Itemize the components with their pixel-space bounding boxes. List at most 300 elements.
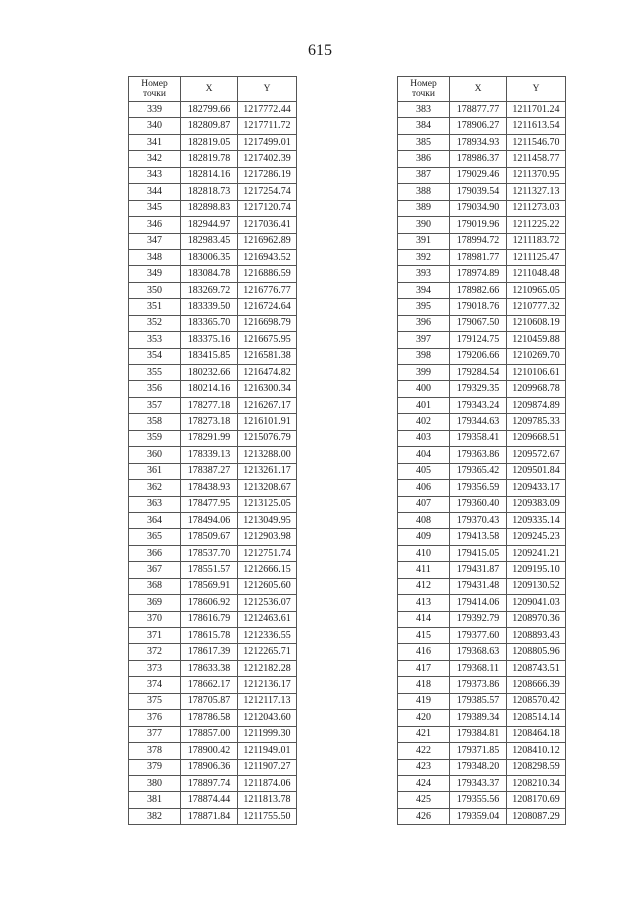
- x-cell: 178633.38: [181, 660, 238, 676]
- page-number: 615: [308, 42, 332, 59]
- table-row: [398, 808, 566, 824]
- x-cell: 179431.48: [450, 578, 507, 594]
- y-cell: 1211183.72: [507, 233, 566, 249]
- x-cell: 182819.78: [181, 151, 238, 167]
- x-cell: 179067.50: [450, 315, 507, 331]
- table-row: [398, 480, 566, 496]
- x-cell: 182898.83: [181, 200, 238, 216]
- table-row: [398, 397, 566, 413]
- x-cell: 183084.78: [181, 266, 238, 282]
- y-cell: 1208210.34: [507, 775, 566, 791]
- x-cell: 178537.70: [181, 545, 238, 561]
- x-cell: 183339.50: [181, 299, 238, 315]
- x-cell: 178662.17: [181, 677, 238, 693]
- y-cell: 1208464.18: [507, 726, 566, 742]
- x-cell: 179358.41: [450, 430, 507, 446]
- y-cell: 1217120.74: [238, 200, 297, 216]
- point-number-cell: 416: [398, 644, 450, 660]
- table-row: [129, 611, 297, 627]
- table-row: [398, 693, 566, 709]
- point-number-cell: 417: [398, 660, 450, 676]
- point-number-cell: 352: [129, 315, 181, 331]
- point-number-cell: 346: [129, 217, 181, 233]
- x-cell: 178617.39: [181, 644, 238, 660]
- table-row: [398, 365, 566, 381]
- table-row: [129, 167, 297, 183]
- x-cell: 178871.84: [181, 808, 238, 824]
- y-cell: 1217254.74: [238, 184, 297, 200]
- x-cell: 183375.16: [181, 332, 238, 348]
- point-number-cell: 378: [129, 743, 181, 759]
- y-cell: 1211907.27: [238, 759, 297, 775]
- table-row: [398, 562, 566, 578]
- y-cell: 1211874.06: [238, 775, 297, 791]
- x-cell: 178874.44: [181, 792, 238, 808]
- point-number-cell: 371: [129, 628, 181, 644]
- point-number-cell: 400: [398, 381, 450, 397]
- point-number-cell: 339: [129, 102, 181, 118]
- point-number-cell: 377: [129, 726, 181, 742]
- point-number-cell: 423: [398, 759, 450, 775]
- y-cell: 1213288.00: [238, 447, 297, 463]
- point-number-cell: 406: [398, 480, 450, 496]
- x-cell: 183006.35: [181, 249, 238, 265]
- x-cell: 183415.85: [181, 348, 238, 364]
- y-cell: 1213049.95: [238, 512, 297, 528]
- point-number-cell: 369: [129, 595, 181, 611]
- table-row: [129, 529, 297, 545]
- x-cell: 180214.16: [181, 381, 238, 397]
- x-cell: 182944.97: [181, 217, 238, 233]
- x-cell: 178494.06: [181, 512, 238, 528]
- table-row: [129, 299, 297, 315]
- point-number-cell: 365: [129, 529, 181, 545]
- table-row: [398, 266, 566, 282]
- y-cell: 1213261.17: [238, 463, 297, 479]
- x-cell: 179348.20: [450, 759, 507, 775]
- y-cell: 1208410.12: [507, 743, 566, 759]
- point-number-cell: 383: [398, 102, 450, 118]
- point-number-cell: 343: [129, 167, 181, 183]
- table-row: [398, 726, 566, 742]
- table-row: [398, 677, 566, 693]
- table-row: [129, 217, 297, 233]
- y-cell: 1211273.03: [507, 200, 566, 216]
- y-cell: 1215076.79: [238, 430, 297, 446]
- y-cell: 1208514.14: [507, 710, 566, 726]
- x-cell: 183269.72: [181, 282, 238, 298]
- y-cell: 1209383.09: [507, 496, 566, 512]
- y-cell: 1211125.47: [507, 249, 566, 265]
- x-cell: 178857.00: [181, 726, 238, 742]
- x-cell: 178994.72: [450, 233, 507, 249]
- point-number-cell: 355: [129, 365, 181, 381]
- y-cell: 1211370.95: [507, 167, 566, 183]
- table-row: [129, 628, 297, 644]
- point-number-cell: 359: [129, 430, 181, 446]
- y-cell: 1212043.60: [238, 710, 297, 726]
- x-cell: 179018.76: [450, 299, 507, 315]
- y-cell: 1211949.01: [238, 743, 297, 759]
- x-cell: 178877.77: [450, 102, 507, 118]
- table-row: [129, 266, 297, 282]
- x-cell: 178906.27: [450, 118, 507, 134]
- table-row: [398, 611, 566, 627]
- y-cell: 1209041.03: [507, 595, 566, 611]
- point-number-cell: 399: [398, 365, 450, 381]
- point-number-cell: 341: [129, 134, 181, 150]
- y-cell: 1216267.17: [238, 397, 297, 413]
- point-number-cell: 348: [129, 249, 181, 265]
- point-number-cell: 344: [129, 184, 181, 200]
- x-cell: 179343.37: [450, 775, 507, 791]
- table-row: [398, 463, 566, 479]
- table-row: [129, 480, 297, 496]
- y-cell: 1211546.70: [507, 134, 566, 150]
- table-body: [398, 102, 566, 825]
- y-cell: 1216724.64: [238, 299, 297, 315]
- y-cell: 1209785.33: [507, 414, 566, 430]
- table-row: [129, 743, 297, 759]
- point-number-cell: 376: [129, 710, 181, 726]
- y-cell: 1211327.13: [507, 184, 566, 200]
- x-cell: 179414.06: [450, 595, 507, 611]
- y-cell: 1211701.24: [507, 102, 566, 118]
- table-row: [398, 430, 566, 446]
- y-cell: 1217402.39: [238, 151, 297, 167]
- y-cell: 1212463.61: [238, 611, 297, 627]
- table-row: [129, 759, 297, 775]
- table-row: [398, 775, 566, 791]
- table-row: [129, 660, 297, 676]
- y-cell: 1209195.10: [507, 562, 566, 578]
- coordinates-table-right: [397, 76, 566, 825]
- y-cell: 1208893.43: [507, 628, 566, 644]
- point-number-cell: 418: [398, 677, 450, 693]
- x-cell: 178897.74: [181, 775, 238, 791]
- x-cell: 178273.18: [181, 414, 238, 430]
- point-number-cell: 407: [398, 496, 450, 512]
- y-cell: 1216886.59: [238, 266, 297, 282]
- table-row: [129, 808, 297, 824]
- x-cell: 179206.66: [450, 348, 507, 364]
- x-cell: 179365.42: [450, 463, 507, 479]
- point-number-cell: 395: [398, 299, 450, 315]
- x-cell: 178616.79: [181, 611, 238, 627]
- point-number-cell: 375: [129, 693, 181, 709]
- table-row: [129, 726, 297, 742]
- y-cell: 1209968.78: [507, 381, 566, 397]
- point-number-cell: 410: [398, 545, 450, 561]
- table-row: [398, 512, 566, 528]
- x-cell: 183365.70: [181, 315, 238, 331]
- table-row: [129, 562, 297, 578]
- table-row: [129, 102, 297, 118]
- table-row: [398, 233, 566, 249]
- y-cell: 1211999.30: [238, 726, 297, 742]
- x-cell: 179413.58: [450, 529, 507, 545]
- table-row: [129, 644, 297, 660]
- point-number-cell: 414: [398, 611, 450, 627]
- table-row: [129, 710, 297, 726]
- point-number-cell: 404: [398, 447, 450, 463]
- table-row: [129, 792, 297, 808]
- table-row: [129, 677, 297, 693]
- y-cell: 1216698.79: [238, 315, 297, 331]
- x-cell: 179368.11: [450, 660, 507, 676]
- table-row: [129, 282, 297, 298]
- x-header: X: [181, 77, 238, 102]
- point-number-header: Номер точки: [129, 77, 181, 102]
- x-cell: 179384.81: [450, 726, 507, 742]
- y-cell: 1210777.32: [507, 299, 566, 315]
- point-number-cell: 342: [129, 151, 181, 167]
- y-cell: 1212666.15: [238, 562, 297, 578]
- table-row: [129, 381, 297, 397]
- y-cell: 1209572.67: [507, 447, 566, 463]
- table-row: [129, 249, 297, 265]
- table-row: [398, 200, 566, 216]
- table-row: [398, 167, 566, 183]
- point-number-cell: 409: [398, 529, 450, 545]
- table-row: [398, 184, 566, 200]
- x-cell: 182818.73: [181, 184, 238, 200]
- point-number-cell: 390: [398, 217, 450, 233]
- point-number-cell: 420: [398, 710, 450, 726]
- y-cell: 1208743.51: [507, 660, 566, 676]
- point-number-cell: 382: [129, 808, 181, 824]
- x-cell: 179392.79: [450, 611, 507, 627]
- table-row: [398, 660, 566, 676]
- table-row: [398, 595, 566, 611]
- y-cell: 1209874.89: [507, 397, 566, 413]
- table-row: [398, 315, 566, 331]
- x-cell: 178339.13: [181, 447, 238, 463]
- y-cell: 1208298.59: [507, 759, 566, 775]
- x-cell: 178786.58: [181, 710, 238, 726]
- x-cell: 178974.89: [450, 266, 507, 282]
- y-cell: 1217499.01: [238, 134, 297, 150]
- point-number-cell: 350: [129, 282, 181, 298]
- table-body: [129, 102, 297, 825]
- y-cell: 1208087.29: [507, 808, 566, 824]
- y-cell: 1212605.60: [238, 578, 297, 594]
- point-number-cell: 408: [398, 512, 450, 528]
- x-cell: 179363.86: [450, 447, 507, 463]
- point-number-cell: 362: [129, 480, 181, 496]
- y-cell: 1210608.19: [507, 315, 566, 331]
- y-cell: 1217286.19: [238, 167, 297, 183]
- x-cell: 178906.36: [181, 759, 238, 775]
- table-row: [398, 792, 566, 808]
- table-row: [129, 693, 297, 709]
- point-number-cell: 360: [129, 447, 181, 463]
- point-number-cell: 363: [129, 496, 181, 512]
- table-row: [398, 710, 566, 726]
- point-number-cell: 392: [398, 249, 450, 265]
- point-number-cell: 397: [398, 332, 450, 348]
- x-header: X: [450, 77, 507, 102]
- table-row: [129, 512, 297, 528]
- table-row: [398, 102, 566, 118]
- y-cell: 1213125.05: [238, 496, 297, 512]
- x-cell: 178438.93: [181, 480, 238, 496]
- table-row: [398, 743, 566, 759]
- x-cell: 178291.99: [181, 430, 238, 446]
- table-row: [398, 217, 566, 233]
- table-row: [398, 496, 566, 512]
- x-cell: 182983.45: [181, 233, 238, 249]
- y-cell: 1216962.89: [238, 233, 297, 249]
- point-number-cell: 361: [129, 463, 181, 479]
- table-row: [398, 332, 566, 348]
- y-cell: 1208666.39: [507, 677, 566, 693]
- point-number-cell: 422: [398, 743, 450, 759]
- point-number-cell: 405: [398, 463, 450, 479]
- point-number-cell: 349: [129, 266, 181, 282]
- x-cell: 178387.27: [181, 463, 238, 479]
- point-number-cell: 385: [398, 134, 450, 150]
- coordinates-table-left: [128, 76, 297, 825]
- x-cell: 178982.66: [450, 282, 507, 298]
- x-cell: 178934.93: [450, 134, 507, 150]
- x-cell: 179034.90: [450, 200, 507, 216]
- x-cell: 178615.78: [181, 628, 238, 644]
- point-number-cell: 389: [398, 200, 450, 216]
- point-number-cell: 353: [129, 332, 181, 348]
- y-cell: 1209335.14: [507, 512, 566, 528]
- x-cell: 178981.77: [450, 249, 507, 265]
- point-number-cell: 413: [398, 595, 450, 611]
- y-cell: 1212182.28: [238, 660, 297, 676]
- table-row: [398, 381, 566, 397]
- table-row: [129, 365, 297, 381]
- point-number-cell: 347: [129, 233, 181, 249]
- table-row: [398, 134, 566, 150]
- x-cell: 182809.87: [181, 118, 238, 134]
- point-number-cell: 424: [398, 775, 450, 791]
- x-cell: 178986.37: [450, 151, 507, 167]
- x-cell: 179355.56: [450, 792, 507, 808]
- y-cell: 1216776.77: [238, 282, 297, 298]
- y-cell: 1211048.48: [507, 266, 566, 282]
- x-cell: 179039.54: [450, 184, 507, 200]
- point-number-cell: 366: [129, 545, 181, 561]
- y-cell: 1212265.71: [238, 644, 297, 660]
- point-number-header: Номер точки: [398, 77, 450, 102]
- y-cell: 1213208.67: [238, 480, 297, 496]
- point-number-cell: 374: [129, 677, 181, 693]
- y-cell: 1211458.77: [507, 151, 566, 167]
- point-number-cell: 340: [129, 118, 181, 134]
- y-cell: 1210106.61: [507, 365, 566, 381]
- x-cell: 182819.05: [181, 134, 238, 150]
- x-cell: 178569.91: [181, 578, 238, 594]
- point-number-cell: 391: [398, 233, 450, 249]
- table-row: [129, 233, 297, 249]
- y-cell: 1216675.95: [238, 332, 297, 348]
- table-row: [129, 134, 297, 150]
- x-cell: 180232.66: [181, 365, 238, 381]
- x-cell: 179415.05: [450, 545, 507, 561]
- x-cell: 182814.16: [181, 167, 238, 183]
- x-cell: 179329.35: [450, 381, 507, 397]
- table-row: [129, 447, 297, 463]
- point-number-cell: 357: [129, 397, 181, 413]
- point-number-cell: 381: [129, 792, 181, 808]
- y-cell: 1209501.84: [507, 463, 566, 479]
- table-row: [398, 348, 566, 364]
- point-number-cell: 394: [398, 282, 450, 298]
- point-number-cell: 384: [398, 118, 450, 134]
- point-number-cell: 372: [129, 644, 181, 660]
- y-cell: 1208570.42: [507, 693, 566, 709]
- point-number-cell: 411: [398, 562, 450, 578]
- y-cell: 1209668.51: [507, 430, 566, 446]
- y-cell: 1212903.98: [238, 529, 297, 545]
- y-cell: 1211613.54: [507, 118, 566, 134]
- table-header-row: [398, 77, 566, 102]
- x-cell: 178551.57: [181, 562, 238, 578]
- y-cell: 1209130.52: [507, 578, 566, 594]
- point-number-cell: 373: [129, 660, 181, 676]
- x-cell: 178606.92: [181, 595, 238, 611]
- x-cell: 179373.86: [450, 677, 507, 693]
- table-row: [129, 463, 297, 479]
- y-cell: 1217711.72: [238, 118, 297, 134]
- x-cell: 179385.57: [450, 693, 507, 709]
- x-cell: 178277.18: [181, 397, 238, 413]
- x-cell: 179377.60: [450, 628, 507, 644]
- x-cell: 179360.40: [450, 496, 507, 512]
- y-cell: 1210965.05: [507, 282, 566, 298]
- table-row: [398, 299, 566, 315]
- point-number-cell: 398: [398, 348, 450, 364]
- point-number-cell: 403: [398, 430, 450, 446]
- y-cell: 1211225.22: [507, 217, 566, 233]
- y-cell: 1217036.41: [238, 217, 297, 233]
- table-row: [398, 447, 566, 463]
- point-number-cell: 402: [398, 414, 450, 430]
- y-header: Y: [507, 77, 566, 102]
- x-cell: 179359.04: [450, 808, 507, 824]
- point-number-cell: 354: [129, 348, 181, 364]
- point-number-cell: 426: [398, 808, 450, 824]
- x-cell: 178705.87: [181, 693, 238, 709]
- table-row: [129, 545, 297, 561]
- point-number-cell: 412: [398, 578, 450, 594]
- table-row: [398, 578, 566, 594]
- table-row: [398, 644, 566, 660]
- point-number-cell: 421: [398, 726, 450, 742]
- table-row: [398, 545, 566, 561]
- point-number-cell: 425: [398, 792, 450, 808]
- y-header: Y: [238, 77, 297, 102]
- point-number-cell: 419: [398, 693, 450, 709]
- table-row: [398, 759, 566, 775]
- y-cell: 1209241.21: [507, 545, 566, 561]
- point-number-cell: 386: [398, 151, 450, 167]
- point-number-cell: 351: [129, 299, 181, 315]
- point-number-cell: 367: [129, 562, 181, 578]
- y-cell: 1216300.34: [238, 381, 297, 397]
- point-number-cell: 396: [398, 315, 450, 331]
- table-row: [398, 628, 566, 644]
- table-row: [398, 282, 566, 298]
- y-cell: 1209245.23: [507, 529, 566, 545]
- table-row: [129, 315, 297, 331]
- y-cell: 1211755.50: [238, 808, 297, 824]
